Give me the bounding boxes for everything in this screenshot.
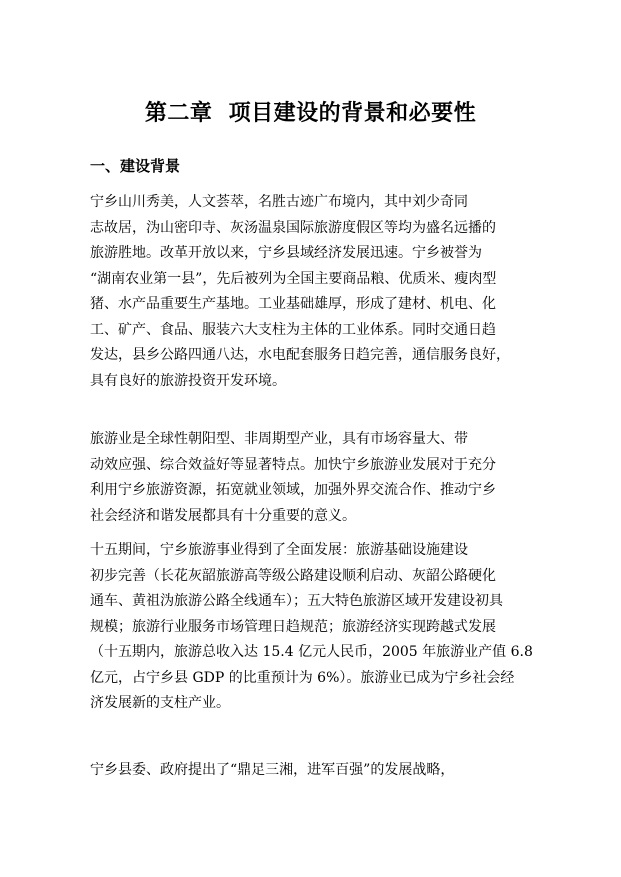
paragraph-line: 通车、黄祖沩旅游公路全线通车）；五大特色旅游区域开发建设初具 [90, 593, 503, 609]
paragraph-line: （十五期内，旅游总收入达 15.4 亿元人民币，2005 年旅游业产值 6.8 [90, 644, 533, 660]
paragraph-line: 亿元，占宁乡县 GDP 的比重预计为 6%）。旅游业已成为宁乡社会经 [90, 669, 515, 686]
chapter-title: 第二章 项目建设的背景和必要性 [144, 100, 477, 126]
paragraph-line: 旅游业是全球性朝阳型、非周期型产业，具有市场容量大、带 [90, 431, 468, 447]
paragraph-line: 猪、水产品重要生产基地。工业基础雄厚，形成了建材、机电、化 [90, 296, 496, 312]
paragraph-line: 十五期间，宁乡旅游事业得到了全面发展：旅游基础设施建设 [90, 542, 468, 558]
paragraph-3 [90, 538, 550, 717]
paragraph-line: 工、矿产、食品、服装六大支柱为主体的工业体系。同时交通日趋 [90, 321, 496, 338]
paragraph-line: 济发展新的支柱产业。 [90, 695, 230, 711]
paragraph-line: 发达，县乡公路四通八达，水电配套服务日趋完善，通信服务良好， [90, 347, 510, 363]
paragraph-line: 初步完善（长花灰韶旅游高等级公路建设顺利启动、灰韶公路硬化 [90, 567, 496, 584]
paragraph-line: 社会经济和谐发展都具有十分重要的意义。 [90, 507, 356, 524]
paragraph-line: “湖南农业第一县”，先后被列为全国主要商品粮、优质米、瘦肉型 [90, 270, 497, 287]
paragraph-line: 宁乡山川秀美，人文荟萃，名胜古迹广布境内，其中刘少奇同 [90, 194, 468, 210]
paragraph-line: 旅游胜地。改革开放以来，宁乡县域经济发展迅速。宁乡被誉为 [90, 245, 482, 261]
paragraph-line: 志故居，沩山密印寺、灰汤温泉国际旅游度假区等均为盛名远播的 [90, 219, 496, 236]
paragraph-line: 宁乡县委、政府提出了“鼎足三湘，进军百强”的发展战略， [90, 762, 455, 778]
paragraph-line: 动效应强、综合效益好等显著特点。加快宁乡旅游业发展对于充分 [90, 456, 496, 473]
paragraph-line: 规模；旅游行业服务市场管理日趋规范；旅游经济实现跨越式发展 [90, 618, 496, 635]
paragraph-4 [90, 758, 550, 784]
paragraph-2 [90, 427, 550, 529]
paragraph-1 [90, 190, 550, 394]
paragraph-line: 具有良好的旅游投资开发环境。 [90, 372, 286, 389]
section-heading: 一、建设背景 [90, 157, 181, 175]
paragraph-line: 利用宁乡旅游资源，拓宽就业领域，加强外界交流合作、推动宁乡 [90, 482, 496, 498]
